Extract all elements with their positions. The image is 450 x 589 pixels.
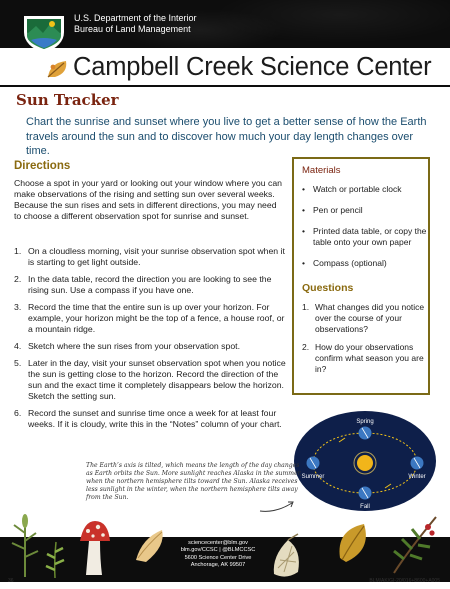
directions-steps	[14, 246, 286, 436]
intro-text: Chart the sunrise and sunset where you live to get a better sense of how the Earth travels around the sun and to discover how much your day length changes over time.	[26, 116, 427, 157]
directions-intro: Choose a spot in your yard or looking out your window where you can make observations of the rising and setting sun over several weeks. Because the sun rises and sets in different directions, you may need to choose a different observation spot for sunrise and sunset.	[14, 178, 283, 221]
page-number: 36	[8, 578, 14, 584]
header-band	[0, 0, 450, 48]
agency-line-2: Bureau of Land Management	[74, 24, 191, 34]
material-text: Printed data table, or copy the table onto your own paper	[313, 226, 427, 247]
bullet-icon: •	[302, 226, 305, 236]
material-text: Compass (optional)	[313, 258, 387, 268]
step-item	[14, 358, 286, 402]
bullet-icon: •	[302, 205, 305, 215]
spring-label: Spring	[356, 419, 374, 425]
step-item	[14, 302, 286, 335]
earth-orbit-diagram	[293, 410, 437, 512]
step-item	[14, 246, 286, 268]
document-code: BLM/AK/GI-20/016+8600+A005	[369, 578, 440, 584]
step-text: Record the sunset and sunrise time once a week for at least four weeks. If it is cloudy, write this in the “Notes” column of your chart.	[28, 408, 282, 429]
leaf-icon	[334, 520, 374, 568]
agency-line-1: U.S. Department of the Interior	[74, 13, 197, 23]
materials-box	[292, 157, 430, 395]
material-item	[302, 184, 428, 195]
materials-list	[302, 184, 428, 279]
step-item	[14, 274, 286, 296]
material-item	[302, 258, 428, 269]
step-number: 3.	[14, 302, 22, 312]
mushroom-icon	[78, 519, 112, 575]
material-item	[302, 205, 428, 216]
footer-email[interactable]: sciencecenter@blm.gov	[188, 540, 248, 546]
axis-note: The Earth’s axis is tilted, which means the length of the day changes as Earth orbits the Sun. More sunlight reaches Alaska in the summer, when the northern hemisphere tilts toward the Sun. Alaska receives less sunlight in the winter, when the northern hemisphere tilts away from the Sun.	[86, 462, 302, 501]
title-rule	[0, 85, 450, 87]
page-title: Sun Tracker	[16, 91, 119, 109]
material-text: Pen or pencil	[313, 205, 363, 215]
step-item	[14, 341, 286, 352]
fern-icon	[42, 540, 68, 578]
step-text: Later in the day, visit your sunset observation spot when you notice the sun is getting close to the horizon. Record the direction of the sun and the exact time it completely disappears below the horizon. Sketch the setting sun.	[28, 358, 286, 401]
center-name: Campbell Creek Science Center	[73, 53, 432, 81]
step-number: 4.	[14, 341, 22, 351]
grass-icon	[6, 513, 44, 577]
material-item	[302, 226, 428, 248]
question-item	[302, 302, 428, 335]
question-item	[302, 342, 428, 375]
blm-logo	[22, 14, 66, 54]
step-number: 2.	[14, 274, 22, 284]
materials-heading: Materials	[302, 165, 341, 176]
step-text: Sketch where the sun rises from your observation spot.	[28, 341, 240, 351]
agency-name	[74, 13, 197, 35]
fall-label: Fall	[360, 504, 370, 510]
step-text: On a cloudless morning, visit your sunrise observation spot when it is starting to get light outside.	[28, 246, 285, 267]
leaf-icon	[46, 58, 70, 80]
question-number: 1.	[302, 302, 310, 312]
step-number: 1.	[14, 246, 22, 256]
arrow-icon	[258, 495, 296, 515]
material-text: Watch or portable clock	[313, 184, 402, 194]
footer-address-city: Anchorage, AK 99507	[190, 562, 246, 569]
footer-contact	[163, 540, 273, 570]
berry-branch-icon	[388, 511, 442, 575]
questions-list	[302, 302, 428, 382]
summer-label: Summer	[301, 474, 325, 480]
question-text: How do your observations confirm what season you are in?	[315, 342, 424, 374]
step-text: Record the time that the entire sun is up over your horizon. For example, your horizon might be the top of a fence, a house roof, or a mountain ridge.	[28, 302, 285, 334]
bullet-icon: •	[302, 184, 305, 194]
footer-web[interactable]: blm.gov/CCSC | @BLMCCSC	[180, 547, 256, 554]
winter-label: Winter	[408, 474, 426, 480]
questions-heading: Questions	[302, 282, 354, 294]
pinecone-icon	[268, 532, 308, 580]
sun-icon	[357, 455, 373, 471]
question-text: What changes did you notice over the course of your observations?	[315, 302, 425, 334]
footer-address-street: 5600 Science Center Drive	[184, 554, 252, 561]
step-number: 6.	[14, 408, 22, 418]
question-number: 2.	[302, 342, 310, 352]
step-item	[14, 408, 286, 430]
bullet-icon: •	[302, 258, 305, 268]
directions-heading: Directions	[14, 160, 71, 172]
step-text: In the data table, record the direction you are looking to see the rising sun. Use a compass if you have one.	[28, 274, 272, 295]
step-number: 5.	[14, 358, 22, 368]
